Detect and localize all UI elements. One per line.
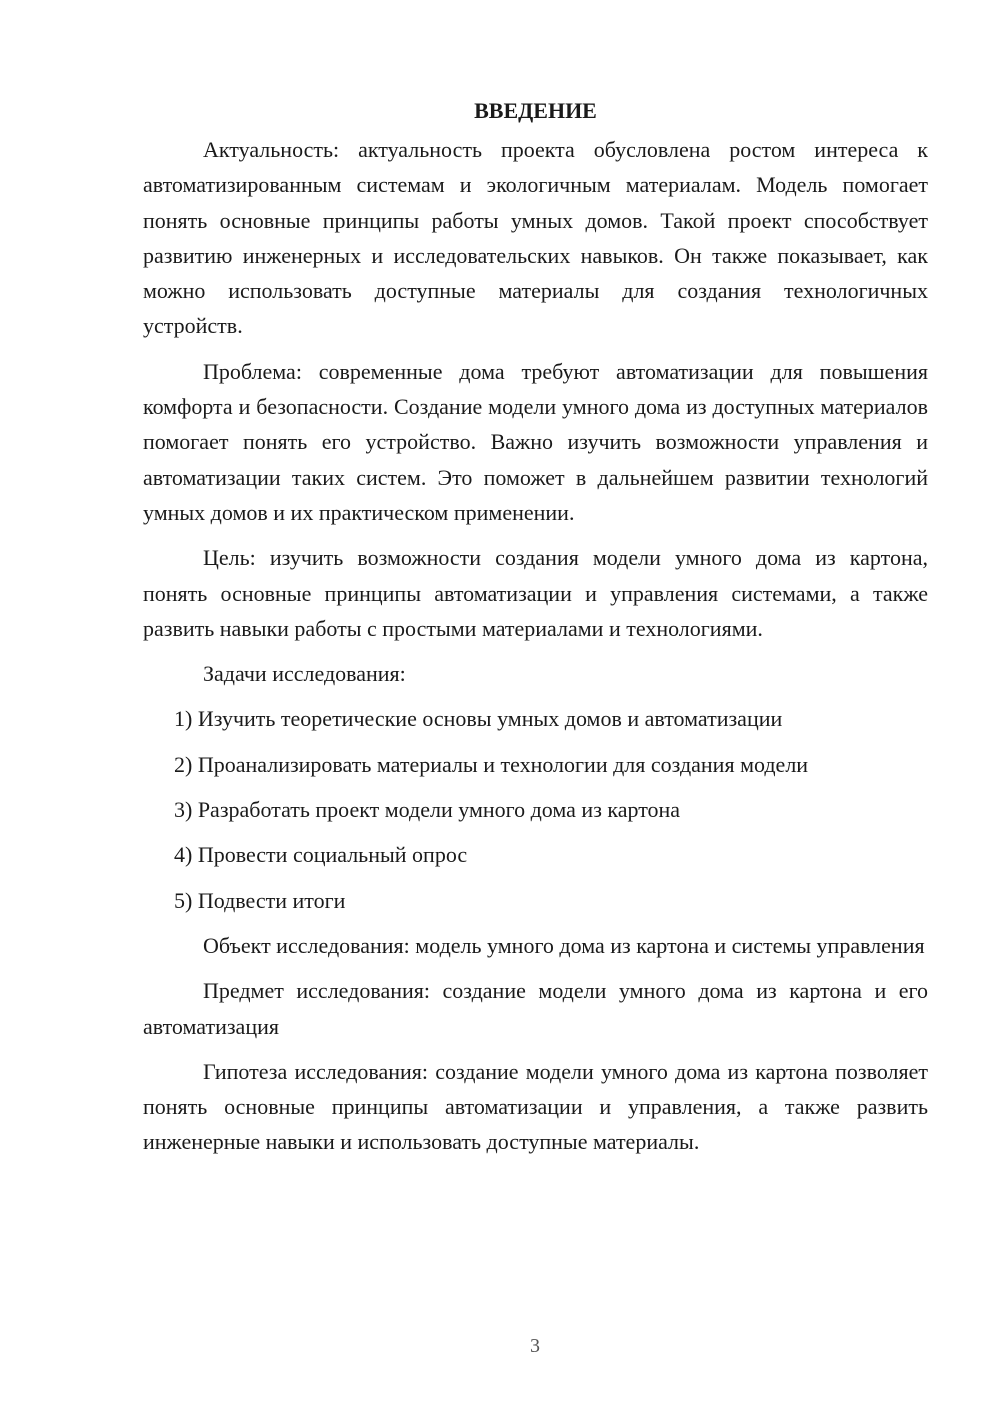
tasks-heading: Задачи исследования: <box>203 661 406 687</box>
object-paragraph: Объект исследования: модель умного дома из картона и системы управления <box>203 932 925 958</box>
document-body <box>143 96 928 1170</box>
list-item: 3) Разработать проект модели умного дома из картона <box>174 797 681 823</box>
list-item: 5) Подвести итоги <box>174 887 346 913</box>
list-item: 2) Проанализировать материалы и технологии для создания модели <box>174 751 809 777</box>
list-item: 1) Изучить теоретические основы умных домов и автоматизации <box>174 706 783 732</box>
relevance-paragraph: Актуальность: актуальность проекта обусловлена ростом интереса к автоматизированным системам и экологичным материалам. Модель помогает понять основные принципы работы умных домов. Такой проект способствует развитию инженерных и исследовательских навыков. Он также показывает, как можно использовать доступные материалы для создания технологичных устройств. <box>143 137 928 339</box>
hypothesis-paragraph: Гипотеза исследования: создание модели умного дома из картона позволяет понять основные принципы автоматизации и управления, а также развить инженерные навыки и использовать доступные материалы. <box>143 1058 928 1155</box>
page-number: 3 <box>530 1335 540 1357</box>
goal-paragraph: Цель: изучить возможности создания модели умного дома из картона, понять основные принципы автоматизации и управления системами, а также развить навыки работы с простыми материалами и технологиями. <box>143 545 928 641</box>
problem-paragraph: Проблема: современные дома требуют автоматизации для повышения комфорта и безопасности. Создание модели умного дома из доступных материалов помогает понять его устройство. Важно изучить возможности управления и автоматизации таких систем. Это поможет в дальнейшем развитии технологий умных домов и их практическом применении. <box>143 358 928 525</box>
page-title: ВВЕДЕНИЕ <box>474 98 597 123</box>
subject-paragraph: Предмет исследования: создание модели умного дома из картона и его автоматизация <box>143 978 928 1039</box>
list-item: 4) Провести социальный опрос <box>174 842 468 868</box>
tasks-list <box>143 701 928 917</box>
